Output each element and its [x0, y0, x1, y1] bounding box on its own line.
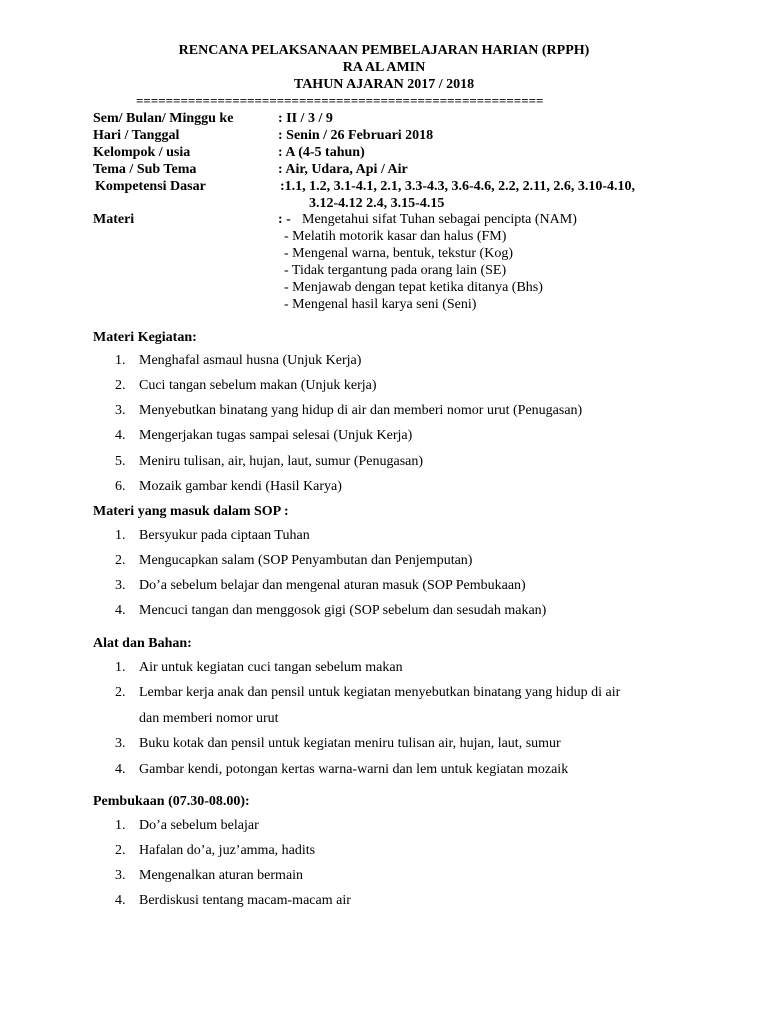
list-number: 4.	[115, 762, 126, 777]
sop-title: Materi yang masuk dalam SOP :	[93, 504, 289, 519]
list-number: 3.	[115, 403, 126, 418]
list-text: Mengenalkan aturan bermain	[139, 868, 304, 883]
list-number: 1.	[115, 660, 126, 675]
list-item	[115, 479, 342, 495]
list-text: Meniru tulisan, air, hujan, laut, sumur (Penugasan)	[139, 454, 424, 469]
list-number: 4.	[115, 428, 126, 443]
list-item	[115, 660, 403, 676]
list-item	[115, 353, 361, 369]
doc-title: RENCANA PELAKSANAAN PEMBELAJARAN HARIAN (RPPH)	[178, 43, 590, 58]
list-number: 2.	[115, 685, 126, 700]
list-item	[115, 553, 472, 569]
list-text: Do’a sebelum belajar	[139, 818, 259, 833]
list-item	[115, 578, 526, 594]
list-item	[115, 685, 620, 701]
pembukaan-title: Pembukaan (07.30-08.00):	[93, 794, 250, 809]
materi-item: - Tidak tergantung pada orang lain (SE)	[284, 263, 507, 278]
hari-value: : Senin / 26 Februari 2018	[278, 128, 434, 143]
list-number: 1.	[115, 353, 126, 368]
list-item	[115, 603, 546, 619]
kd-label: Kompetensi Dasar	[95, 179, 206, 194]
list-item	[115, 762, 568, 778]
list-text: Buku kotak dan pensil untuk kegiatan meniru tulisan air, hujan, laut, sumur	[139, 736, 561, 751]
list-number: 4.	[115, 603, 126, 618]
kelompok-value: : A (4-5 tahun)	[278, 145, 365, 160]
list-text: Bersyukur pada ciptaan Tuhan	[139, 528, 310, 543]
list-item	[115, 378, 377, 394]
list-number: 2.	[115, 378, 126, 393]
list-number: 6.	[115, 479, 126, 494]
materi-item: - Mengenal warna, bentuk, tekstur (Kog)	[284, 246, 513, 261]
materi-label: Materi	[93, 212, 135, 227]
list-item	[115, 893, 351, 909]
list-number: 3.	[115, 736, 126, 751]
list-text: Berdiskusi tentang macam-macam air	[139, 893, 351, 908]
tema-label: Tema / Sub Tema	[93, 162, 197, 177]
materi-colon: : -	[278, 212, 291, 227]
list-text: dan memberi nomor urut	[139, 711, 279, 726]
sem-label: Sem/ Bulan/ Minggu ke	[93, 111, 234, 126]
list-item	[115, 868, 303, 884]
list-item	[115, 528, 310, 544]
list-item	[115, 454, 423, 470]
sem-value: : II / 3 / 9	[278, 111, 333, 126]
list-text: Mengucapkan salam (SOP Penyambutan dan Penjemputan)	[139, 553, 473, 568]
materi-item: - Melatih motorik kasar dan halus (FM)	[284, 229, 507, 244]
list-number: 5.	[115, 454, 126, 469]
list-item	[115, 818, 259, 834]
list-number: 2.	[115, 553, 126, 568]
list-item	[115, 428, 412, 444]
kd-value-2: 3.12-4.12 2.4, 3.15-4.15	[309, 196, 445, 211]
list-text: Do’a sebelum belajar dan mengenal aturan masuk (SOP Pembukaan)	[139, 578, 526, 593]
list-text: Hafalan do’a, juz’amma, hadits	[139, 843, 316, 858]
school-year: TAHUN AJARAN 2017 / 2018	[293, 77, 475, 92]
list-number: 4.	[115, 893, 126, 908]
list-text: Mengerjakan tugas sampai selesai (Unjuk Kerja)	[139, 428, 413, 443]
list-text: Menyebutkan binatang yang hidup di air dan memberi nomor urut (Penugasan)	[139, 403, 583, 418]
materi-kegiatan-title: Materi Kegiatan:	[93, 330, 197, 345]
materi-item: - Mengenal hasil karya seni (Seni)	[284, 297, 477, 312]
list-text: Mencuci tangan dan menggosok gigi (SOP sebelum dan sesudah makan)	[139, 603, 547, 618]
list-number: 3.	[115, 578, 126, 593]
materi-item: Mengetahui sifat Tuhan sebagai pencipta (NAM)	[302, 212, 577, 227]
list-text: Lembar kerja anak dan pensil untuk kegiatan menyebutkan binatang yang hidup di air	[139, 685, 621, 700]
list-text: Air untuk kegiatan cuci tangan sebelum makan	[139, 660, 403, 675]
school-name: RA AL AMIN	[342, 60, 426, 75]
list-number: 1.	[115, 528, 126, 543]
alat-title: Alat dan Bahan:	[93, 636, 192, 651]
list-number: 2.	[115, 843, 126, 858]
materi-item: - Menjawab dengan tepat ketika ditanya (Bhs)	[284, 280, 543, 295]
list-text: Menghafal asmaul husna (Unjuk Kerja)	[139, 353, 362, 368]
list-item	[115, 843, 315, 859]
list-item	[115, 403, 582, 419]
list-text: Cuci tangan sebelum makan (Unjuk kerja)	[139, 378, 377, 393]
list-text: Mozaik gambar kendi (Hasil Karya)	[139, 479, 342, 494]
list-item	[115, 711, 279, 727]
list-number: 3.	[115, 868, 126, 883]
tema-value: : Air, Udara, Api / Air	[278, 162, 408, 177]
kd-value-1: :1.1, 1.2, 3.1-4.1, 2.1, 3.3-4.3, 3.6-4.6, 2.2, 2.11, 2.6, 3.10-4.10,	[280, 179, 636, 194]
list-text: Gambar kendi, potongan kertas warna-warni dan lem untuk kegiatan mozaik	[139, 762, 569, 777]
list-item	[115, 736, 561, 752]
separator-line: =======================================================	[136, 94, 544, 108]
kelompok-label: Kelompok / usia	[93, 145, 191, 160]
list-number: 1.	[115, 818, 126, 833]
hari-label: Hari / Tanggal	[93, 128, 180, 143]
